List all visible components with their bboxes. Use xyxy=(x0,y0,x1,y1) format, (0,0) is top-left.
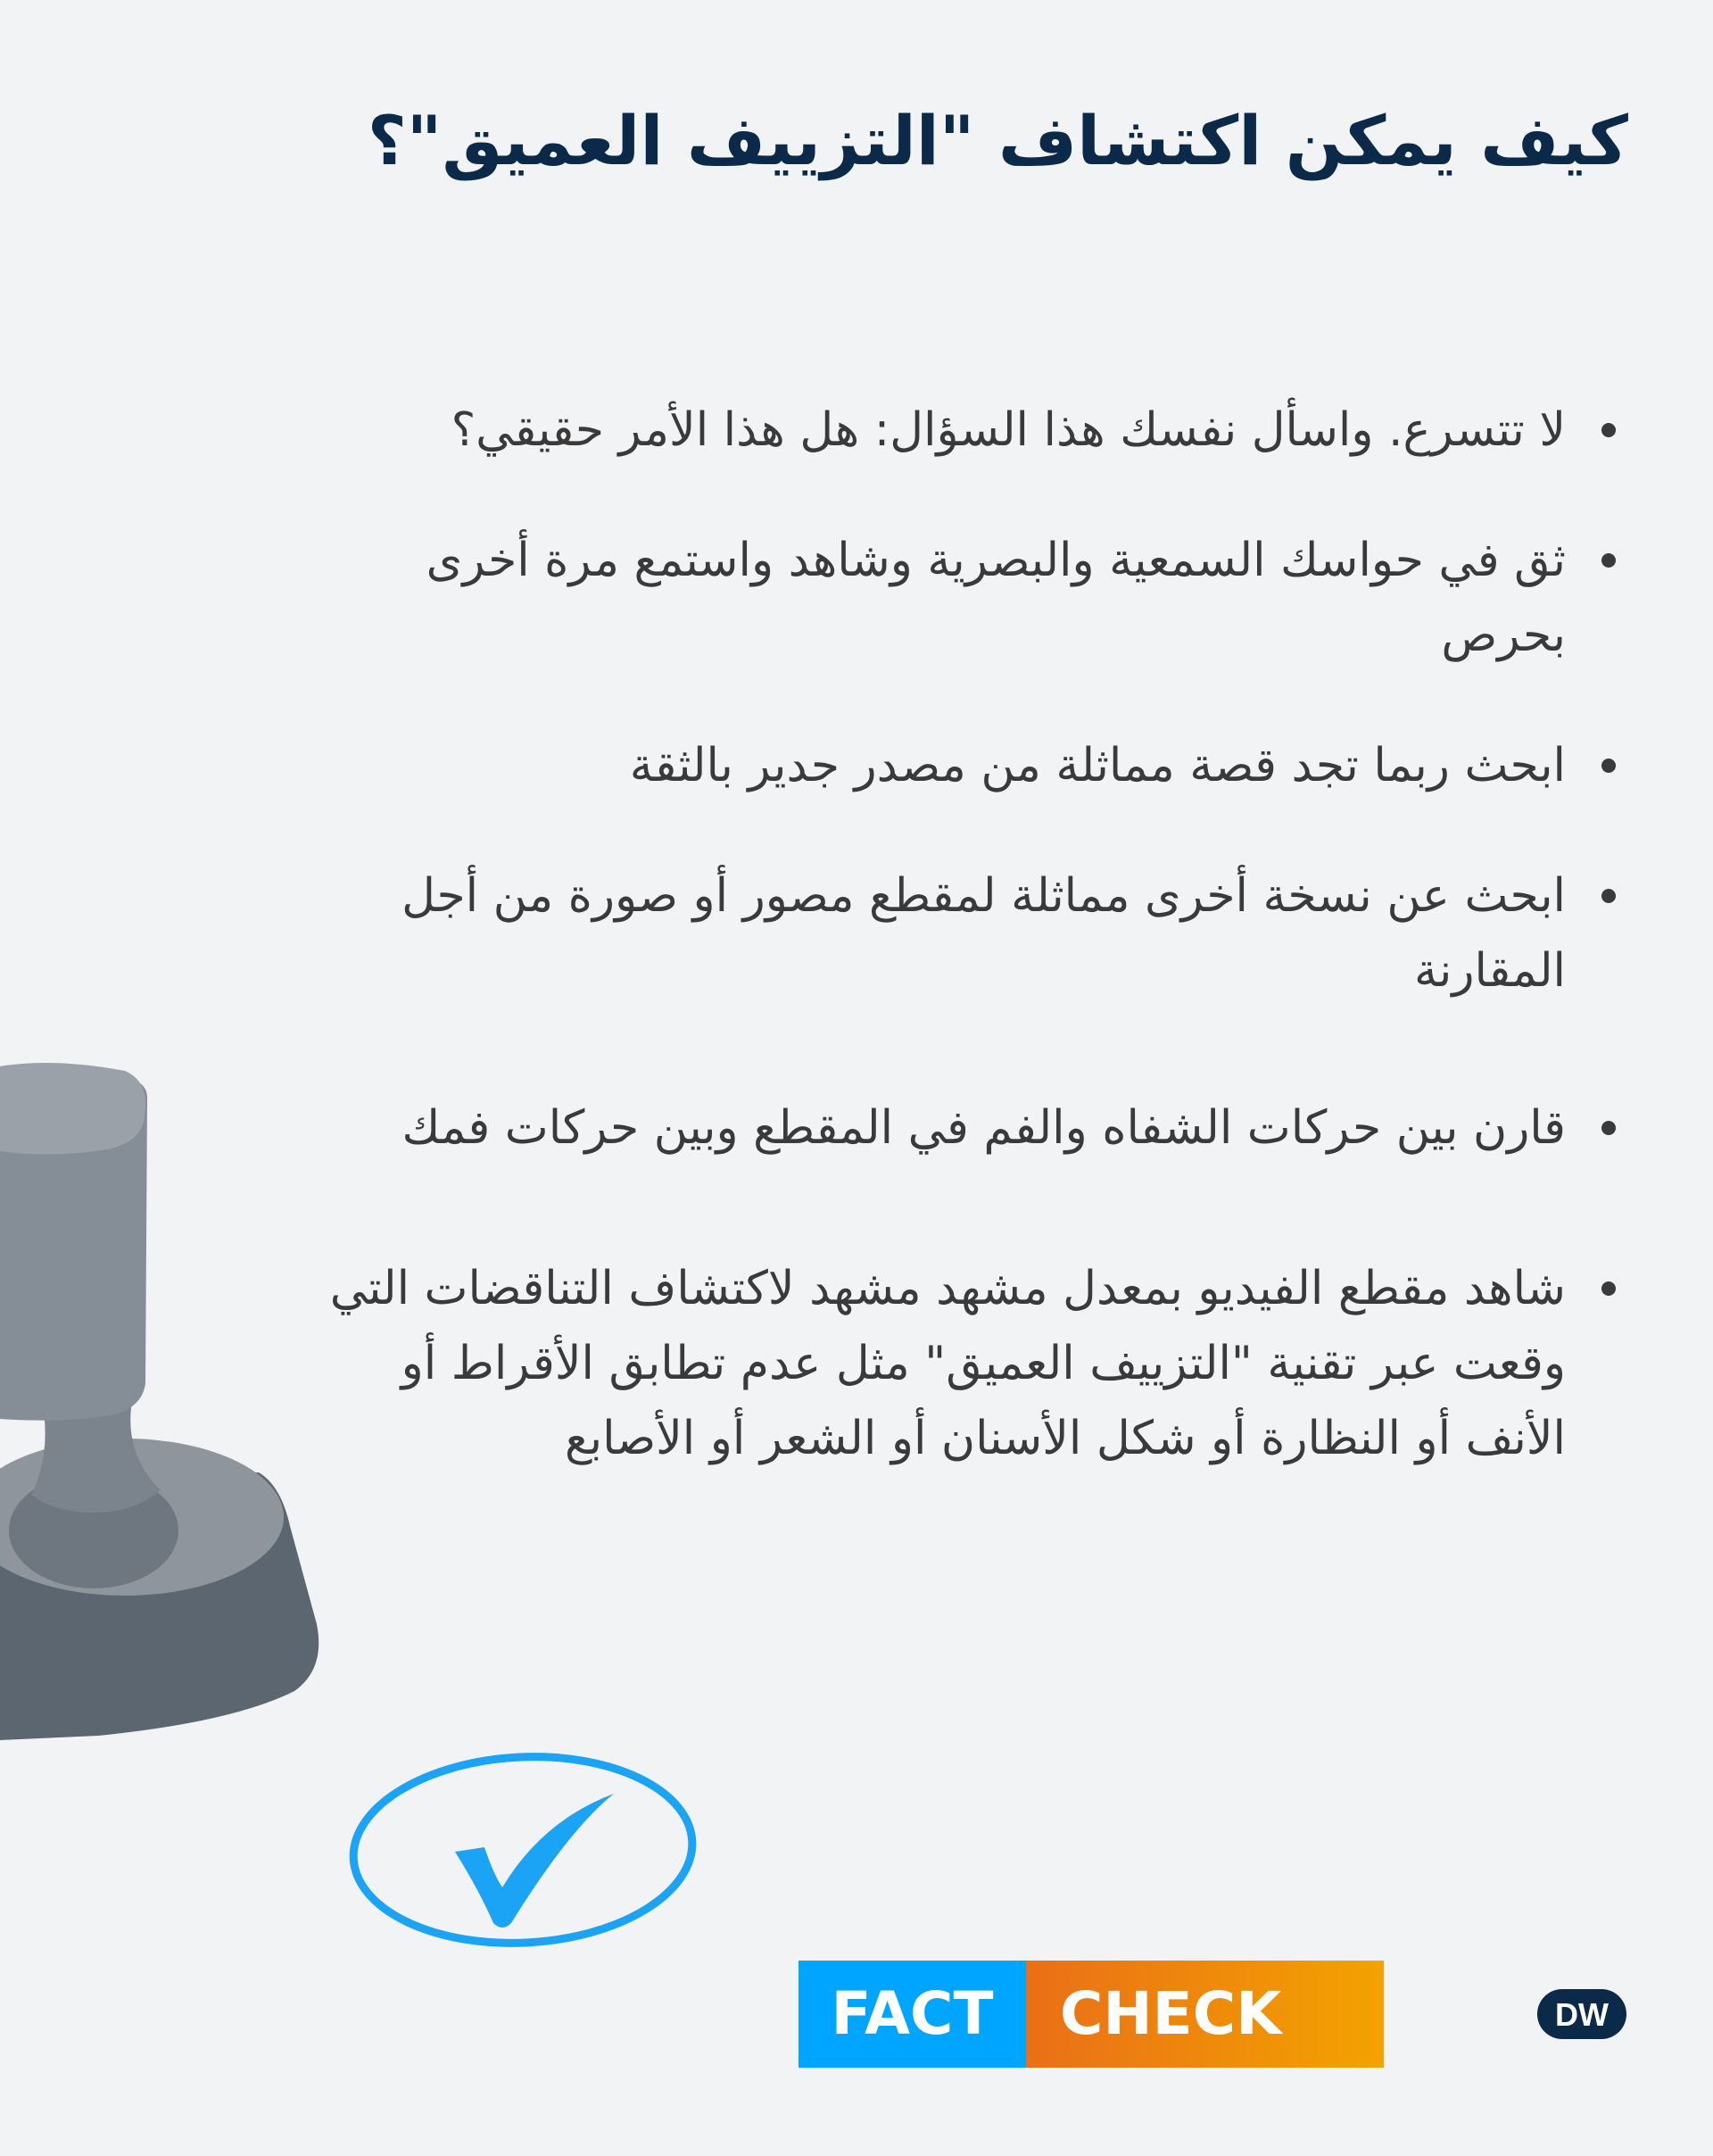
list-item xyxy=(299,393,1628,468)
bullet-icon xyxy=(1601,553,1616,568)
tip-text: ابحث عن نسخة أخرى مماثلة لمقطع مصور أو صورة من أجل المقارنة xyxy=(401,869,1566,998)
tip-text: ابحث ربما تجد قصة مماثلة من مصدر جدير بالثقة xyxy=(629,739,1566,792)
list-item xyxy=(299,523,1628,673)
tip-text: قارن بين حركات الشفاه والفم في المقطع وبين حركات فمك xyxy=(401,1101,1566,1155)
dw-logo xyxy=(1535,1986,1629,2042)
page-title: كيف يمكن اكتشاف "التزييف العميق"؟ xyxy=(367,101,1628,180)
list-item xyxy=(299,728,1628,803)
bullet-icon xyxy=(1601,759,1616,773)
tips-list xyxy=(299,393,1628,1476)
list-item xyxy=(299,1251,1628,1476)
list-item xyxy=(299,858,1628,1008)
fact-check-badge xyxy=(799,1961,1384,2068)
tip-text: شاهد مقطع الفيديو بمعدل مشهد مشهد لاكتشاف التناقضات التي وقعت عبر تقنية "التزييف العميق" مثل عدم تطابق الأقراط أو الأنف أو النظارة أو شكل الأسنان أو الشعر أو الأصابع xyxy=(329,1262,1566,1465)
tip-text: لا تتسرع. واسأل نفسك هذا السؤال: هل هذا الأمر حقيقي؟ xyxy=(451,403,1566,457)
check-label: CHECK xyxy=(1026,1961,1384,2068)
rubber-stamp-icon xyxy=(0,1044,330,1794)
dw-logo-text: DW xyxy=(1555,1996,1609,2033)
bullet-icon xyxy=(1601,889,1616,903)
fact-label: FACT xyxy=(799,1961,1026,2068)
bullet-icon xyxy=(1601,1281,1616,1296)
list-item xyxy=(299,1090,1628,1165)
checkmark-circle-icon xyxy=(346,1745,703,1959)
bullet-icon xyxy=(1601,1121,1616,1135)
bullet-icon xyxy=(1601,423,1616,437)
tip-text: ثق في حواسك السمعية والبصرية وشاهد واستمع مرة أخرى بحرص xyxy=(426,534,1566,662)
